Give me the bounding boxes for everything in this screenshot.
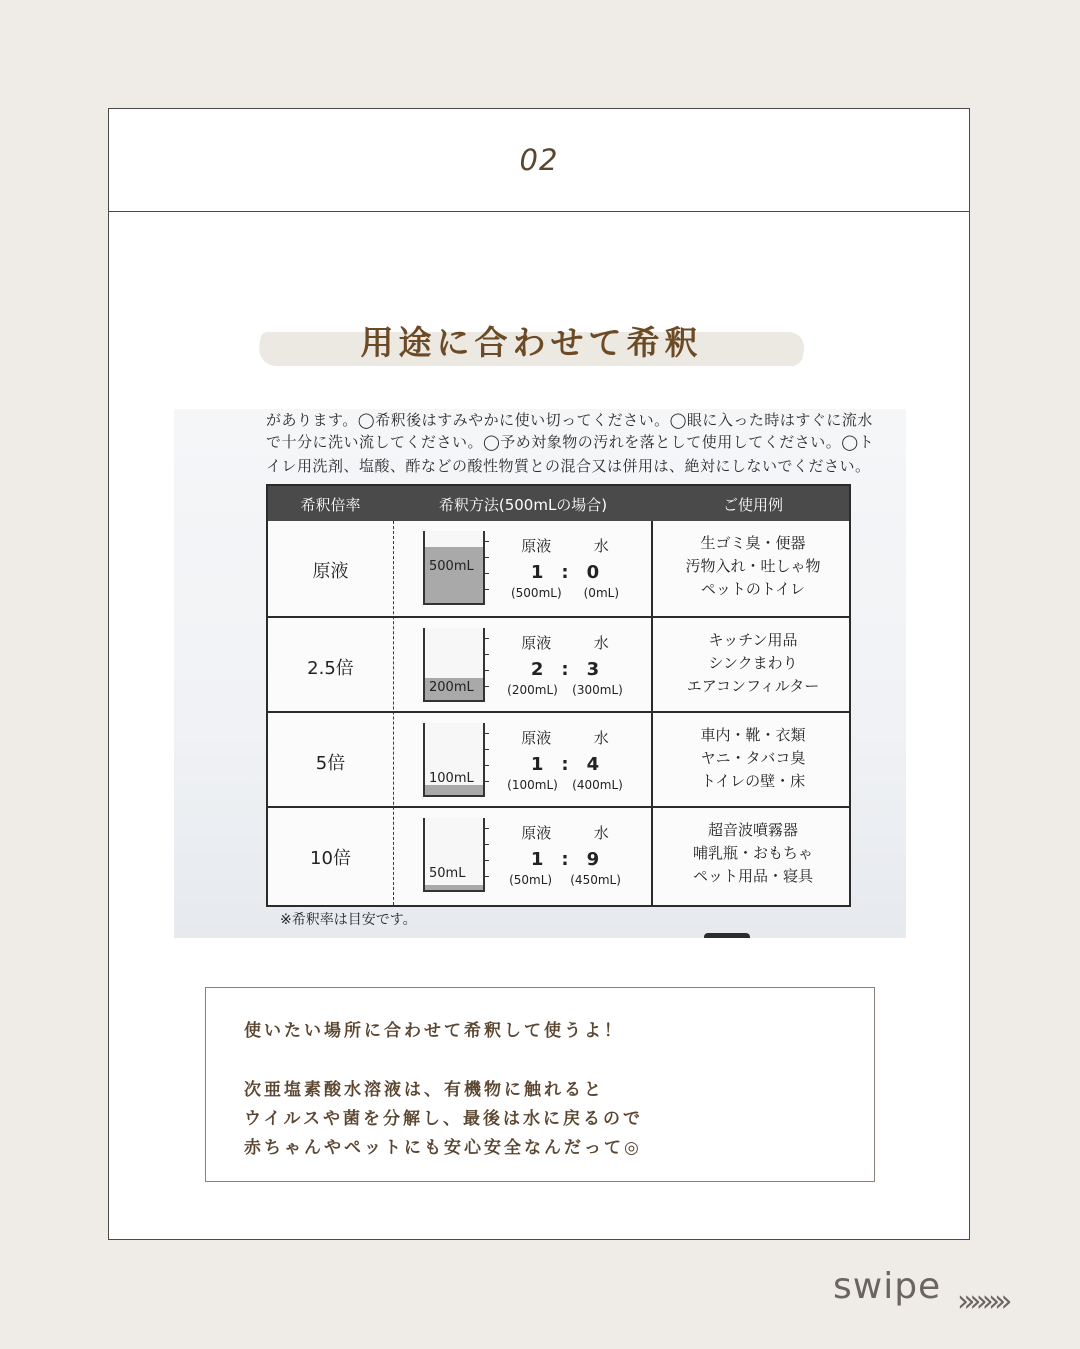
table-row bbox=[268, 521, 849, 616]
amount-a: (200mL) bbox=[507, 683, 558, 697]
beaker-fill bbox=[425, 785, 483, 795]
ratio-block bbox=[500, 822, 630, 887]
beaker-tick bbox=[483, 860, 489, 861]
ratio-value: 1 : 9 bbox=[530, 849, 600, 870]
ratio-head-a: 原液 bbox=[521, 634, 552, 652]
beaker-tick bbox=[483, 573, 489, 574]
beaker-tick bbox=[483, 828, 489, 829]
amount-a: (500mL) bbox=[510, 586, 562, 600]
ratio-head-a: 原液 bbox=[521, 729, 552, 747]
beaker-label: 50mL bbox=[429, 866, 466, 881]
usage-examples bbox=[653, 532, 853, 601]
header-method: 希釈方法(500mLの場合) bbox=[438, 496, 608, 514]
beaker-tick bbox=[483, 749, 489, 750]
beaker-icon bbox=[423, 628, 485, 702]
warning-text-line: があります。◯希釈後はすみやかに使い切ってください。◯眼に入った時はすぐに流水 bbox=[266, 411, 873, 429]
header-rate: 希釈倍率 bbox=[300, 496, 361, 514]
warning-text-line: イレ用洗剤、塩酸、酢などの酸性物質との混合又は併用は、絶対にしないでください。 bbox=[266, 457, 871, 475]
ratio-head-b: 水 bbox=[593, 634, 609, 652]
beaker-fill bbox=[425, 547, 483, 603]
ratio-head-a: 原液 bbox=[521, 537, 552, 555]
ratio-block bbox=[500, 727, 630, 792]
note-line: 使いたい場所に合わせて希釈して使うよ！ bbox=[244, 1021, 624, 1041]
ratio-head-b: 水 bbox=[593, 824, 609, 842]
usage-item: キッチン用品 bbox=[708, 631, 798, 649]
beaker-tick bbox=[483, 589, 489, 590]
dilution-rate: 5倍 bbox=[315, 753, 346, 774]
label-edge-decoration bbox=[704, 933, 750, 938]
ratio-head-b: 水 bbox=[593, 729, 609, 747]
amount-b: (400mL) bbox=[572, 778, 623, 792]
dilution-rate: 原液 bbox=[312, 561, 349, 582]
note-line: 赤ちゃんやペットにも安心安全なんだって◎ bbox=[244, 1138, 642, 1158]
beaker-icon bbox=[423, 818, 485, 892]
explanation-box bbox=[205, 987, 875, 1182]
table-header bbox=[268, 486, 849, 521]
warning-text-line: で十分に洗い流してください。◯予め対象物の汚れを落として使用してください。◯ト bbox=[266, 433, 875, 451]
amount-a: (50mL) bbox=[509, 873, 553, 887]
beaker-label: 100mL bbox=[429, 771, 474, 786]
ratio-head-a: 原液 bbox=[521, 824, 552, 842]
table-row bbox=[268, 616, 849, 711]
beaker-icon bbox=[423, 723, 485, 797]
note-line: ウイルスや菌を分解し、最後は水に戻るので bbox=[244, 1109, 643, 1129]
header-uses: ご使用例 bbox=[722, 496, 783, 514]
table-row bbox=[268, 806, 849, 905]
amount-b: (450mL) bbox=[570, 873, 621, 887]
usage-item: 超音波噴霧器 bbox=[707, 821, 798, 839]
ratio-head-b: 水 bbox=[593, 537, 609, 555]
amount-a: (100mL) bbox=[507, 778, 558, 792]
beaker-icon bbox=[423, 531, 485, 605]
ratio-block bbox=[500, 632, 630, 697]
beaker-tick bbox=[483, 638, 489, 639]
footnote: ※希釈率は目安です。 bbox=[280, 912, 417, 928]
product-label-photo bbox=[174, 409, 906, 938]
dilution-rate: 2.5倍 bbox=[307, 658, 354, 679]
usage-item: 生ゴミ臭・便器 bbox=[700, 534, 806, 552]
dilution-rate: 10倍 bbox=[310, 848, 351, 869]
ratio-value: 1 : 4 bbox=[530, 754, 600, 775]
beaker-tick bbox=[483, 876, 489, 877]
usage-item: ペットのトイレ bbox=[700, 580, 806, 598]
note-line: 次亜塩素酸水溶液は、有機物に触れると bbox=[244, 1080, 604, 1100]
usage-item: ペット用品・寝具 bbox=[692, 867, 813, 885]
content-card bbox=[108, 108, 970, 1240]
amount-b: (0mL) bbox=[583, 586, 619, 600]
usage-item: 車内・靴・衣類 bbox=[700, 726, 806, 744]
usage-examples bbox=[653, 629, 853, 698]
amount-b: (300mL) bbox=[572, 683, 623, 697]
dilution-table bbox=[266, 484, 851, 907]
card-header bbox=[109, 109, 969, 212]
beaker-tick bbox=[483, 541, 489, 542]
ratio-value: 2 : 3 bbox=[530, 659, 600, 680]
usage-item: エアコンフィルター bbox=[686, 677, 820, 695]
usage-item: トイレの壁・床 bbox=[700, 772, 806, 790]
beaker-tick bbox=[483, 781, 489, 782]
ratio-value: 1 : 0 bbox=[530, 562, 600, 583]
page-title: 用途に合わせて希釈 bbox=[360, 323, 703, 362]
usage-examples bbox=[653, 724, 853, 793]
swipe-label[interactable]: swipe bbox=[833, 1266, 942, 1307]
usage-item: ヤニ・タバコ臭 bbox=[700, 749, 806, 767]
usage-item: シンクまわり bbox=[708, 654, 798, 672]
beaker-fill bbox=[425, 885, 483, 890]
beaker-tick bbox=[483, 654, 489, 655]
usage-item: 汚物入れ・吐しゃ物 bbox=[685, 557, 821, 575]
beaker-tick bbox=[483, 670, 489, 671]
beaker-label: 500mL bbox=[429, 559, 474, 574]
beaker-tick bbox=[483, 733, 489, 734]
table-row bbox=[268, 711, 849, 806]
usage-item: 哺乳瓶・おもちゃ bbox=[692, 844, 813, 862]
page-number: 02 bbox=[519, 143, 559, 177]
beaker-tick bbox=[483, 686, 489, 687]
beaker-tick bbox=[483, 844, 489, 845]
beaker-tick bbox=[483, 557, 489, 558]
swipe-arrows-icon[interactable]: »»»» bbox=[957, 1284, 1007, 1319]
beaker-label: 200mL bbox=[429, 680, 474, 695]
usage-examples bbox=[653, 819, 853, 888]
ratio-block bbox=[500, 535, 630, 600]
title-area bbox=[259, 317, 804, 375]
beaker-tick bbox=[483, 765, 489, 766]
